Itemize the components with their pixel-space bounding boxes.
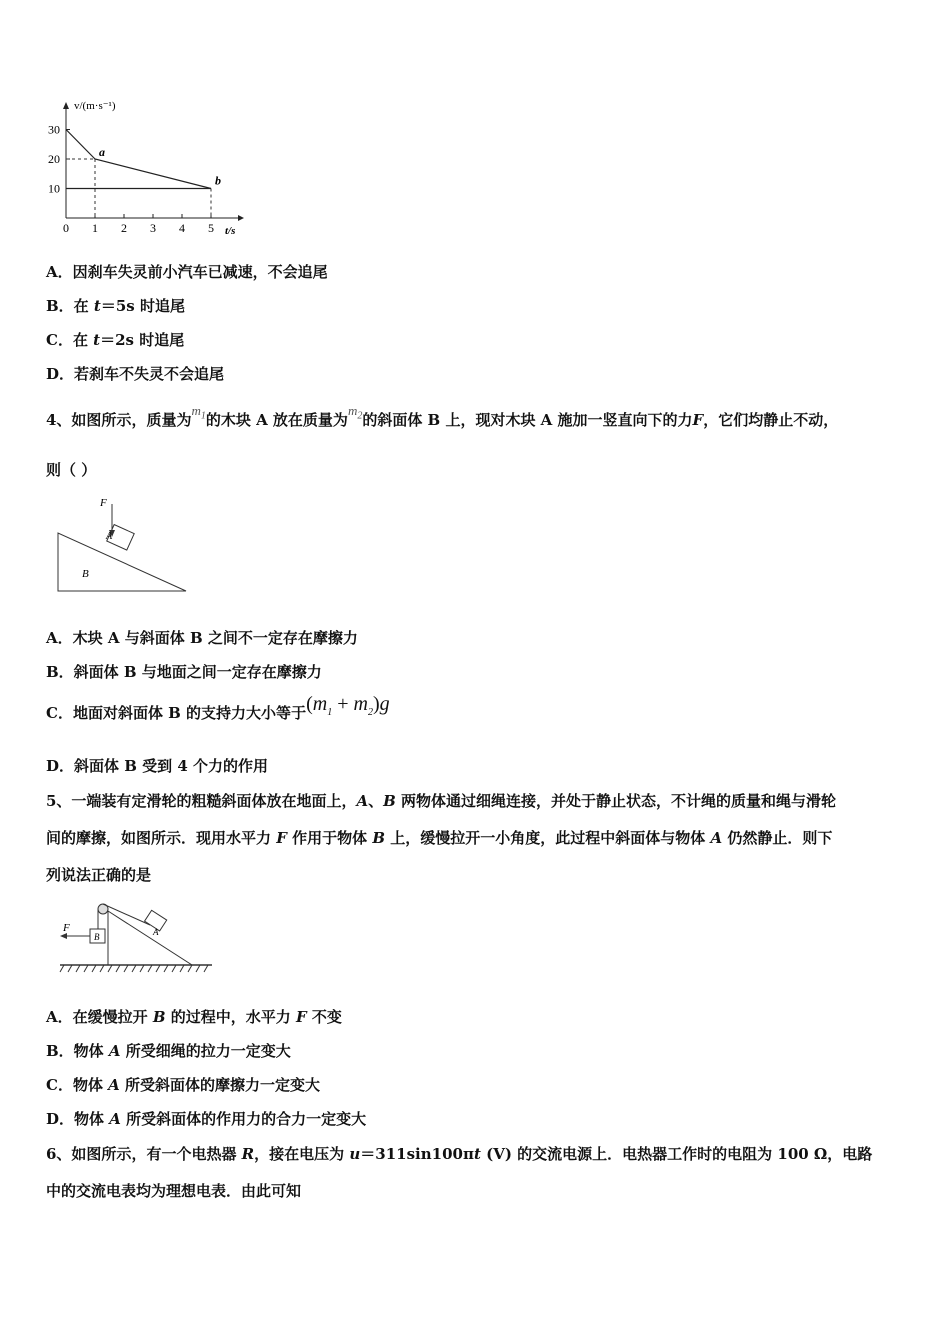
q4-option-d: D．斜面体 B 受到 4 个力的作用	[46, 757, 269, 775]
q4-stem-end: 则（ ）	[46, 461, 97, 479]
ground-hatching	[60, 965, 208, 972]
q5-stem-line1: 5、一端装有定滑轮的粗糙斜面体放在地面上，A、B 两物体通过细绳连接，并处于静止状态，不计绳的质量和绳与滑轮	[46, 792, 837, 810]
point-label-a: a	[99, 145, 105, 159]
q4-option-c: C．地面对斜面体 B 的支持力大小等于$(m_1 + m_2)g$	[46, 693, 390, 722]
rope-to-a	[103, 904, 150, 925]
label-f: F	[63, 922, 70, 934]
y-tick-label: 20	[48, 152, 60, 166]
q4-option-b: B．斜面体 B 与地面之间一定存在摩擦力	[46, 663, 322, 681]
q6-stem-line1: 6、如图所示，有一个电热器 R，接在电压为 u＝311sin100πt (V) 的交流电源上．电热器工作时的电阻为 100 Ω，电路	[46, 1145, 873, 1163]
q4-stem: 4、如图所示，质量为$m_1$的木块 A 放在质量为$m_2$的斜面体 B 上，现对木块 A 施加一竖直向下的力F，它们均静止不动，	[46, 403, 839, 429]
x-axis-arrow	[238, 215, 244, 221]
label-a: A	[153, 927, 159, 937]
x-tick-label: 2	[121, 221, 127, 235]
y-axis-label: v/(m·s⁻¹)	[74, 100, 116, 112]
x-axis-label: t/s	[225, 225, 236, 237]
x-tick-label: 4	[179, 221, 185, 235]
q5-option-b: B．物体 A 所受细绳的拉力一定变大	[46, 1042, 291, 1060]
q5-option-c: C．物体 A 所受斜面体的摩擦力一定变大	[46, 1076, 321, 1094]
q3-option-d: D．若刹车不失灵不会追尾	[46, 365, 225, 383]
q5-stem-line3: 列说法正确的是	[46, 866, 152, 884]
y-tick-label: 30	[48, 122, 60, 137]
vt-chart	[40, 95, 250, 245]
q3-option-b: B．在 t＝5s 时追尾	[46, 297, 185, 315]
x-tick-label: 3	[150, 221, 156, 235]
q5-option-a: A．在缓慢拉开 B 的过程中，水平力 F 不变	[46, 1008, 342, 1026]
q5-stem-line2: 间的摩擦，如图所示．现用水平力 F 作用于物体 B 上，缓慢拉开一小角度，此过程中斜面体与物体 A 仍然静止．则下	[46, 829, 833, 847]
x-tick-label: 0	[63, 221, 69, 235]
q4-incline-figure	[50, 495, 195, 600]
label-f: F	[100, 497, 107, 509]
x-tick-label: 1	[92, 221, 98, 235]
q3-option-c: C．在 t＝2s 时追尾	[46, 331, 185, 349]
q5-pulley-figure	[50, 895, 220, 980]
y-axis-arrow	[63, 102, 69, 109]
q4-option-a: A．木块 A 与斜面体 B 之间不一定存在摩擦力	[46, 629, 358, 647]
q5-option-d: D．物体 A 所受斜面体的作用力的合力一定变大	[46, 1110, 367, 1128]
point-label-b: b	[215, 173, 221, 188]
chart-plot-area	[48, 100, 244, 237]
label-b: B	[82, 568, 89, 580]
q6-stem-line2: 中的交流电表均为理想电表．由此可知	[46, 1182, 302, 1200]
x-tick-label: 5	[208, 221, 214, 235]
q3-option-a: A．因刹车失灵前小汽车已减速，不会追尾	[46, 263, 328, 281]
y-tick-label: 10	[48, 181, 60, 196]
label-a: A	[106, 531, 113, 542]
series-line-a	[66, 130, 211, 189]
label-b: B	[94, 932, 100, 942]
